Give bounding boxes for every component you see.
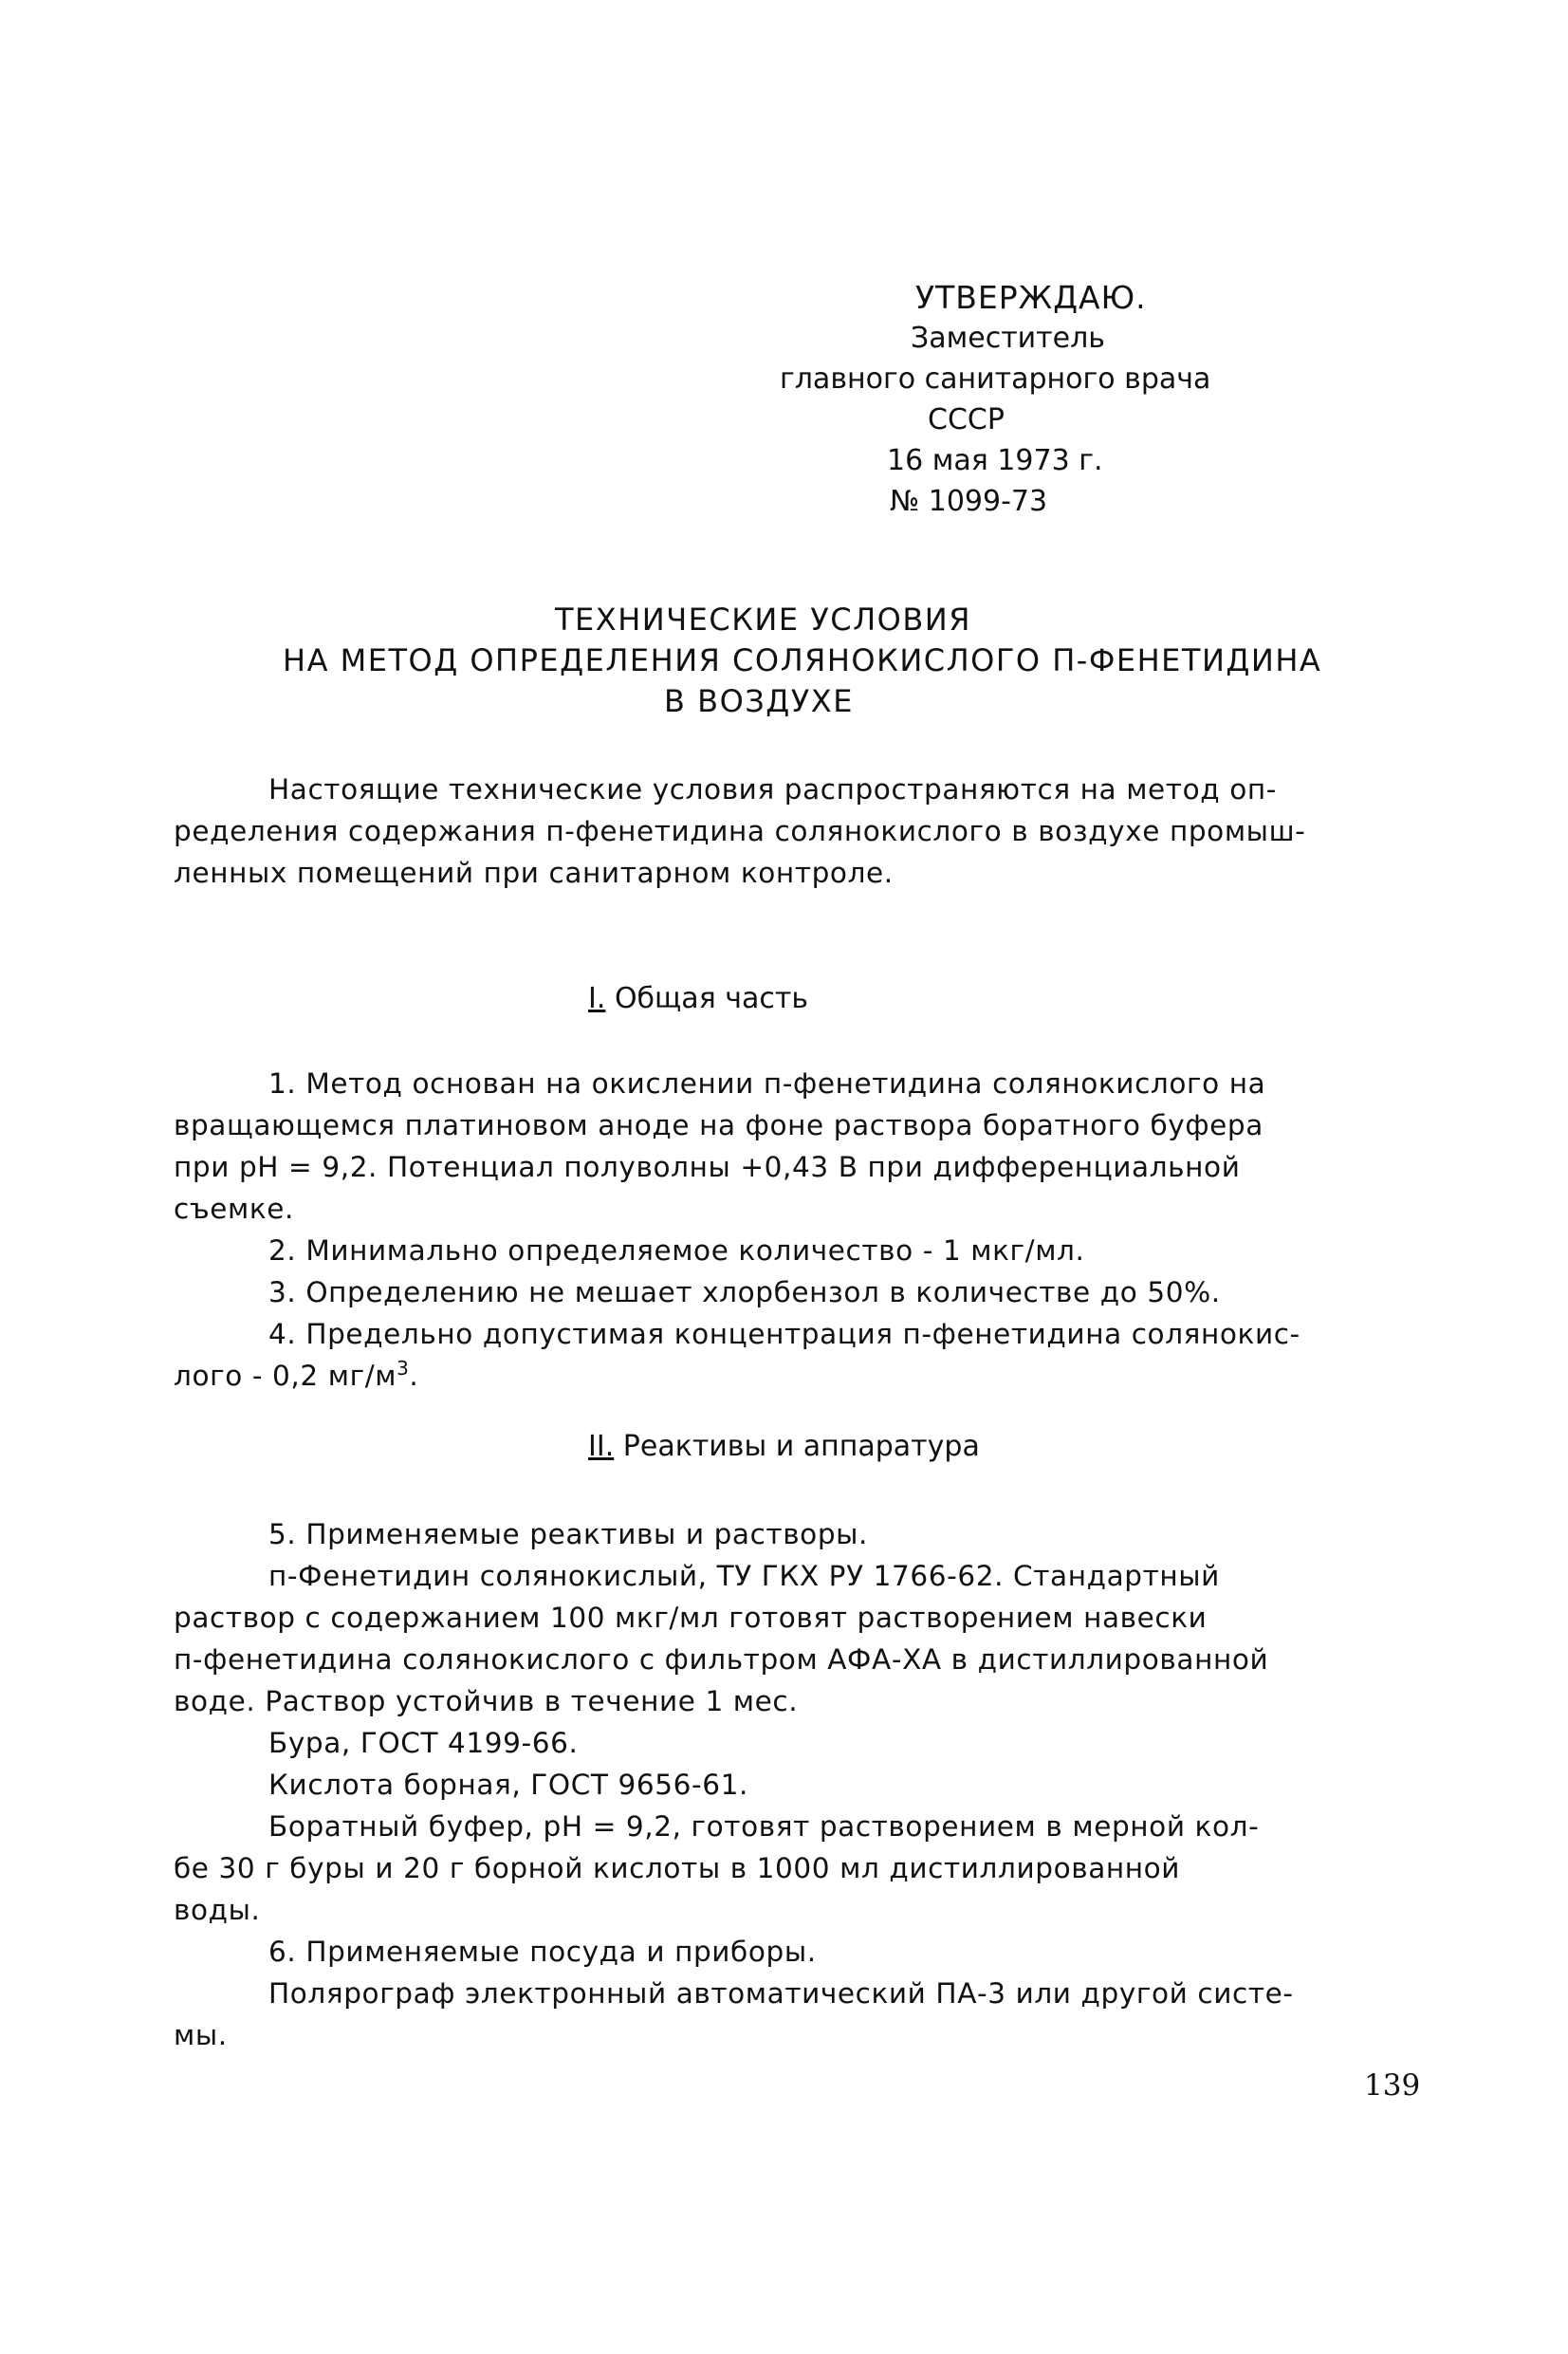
text-line: 4. Предельно допустимая концентрация п-фенетидина солянокис- [268, 1318, 1301, 1350]
approval-role: Заместитель [911, 322, 1105, 355]
text-line: 3. Определению не мешает хлорбензол в количестве до 50%. [268, 1276, 1221, 1308]
text-line [174, 1355, 1426, 1397]
text-line: воды. [174, 1894, 261, 1926]
text-line: ленных помещений при санитарном контроле. [174, 857, 894, 889]
approval-block [778, 277, 1309, 522]
section-2-numeral: II. [588, 1430, 615, 1463]
page-number: 139 [1364, 2068, 1421, 2103]
approval-country: СССР [928, 403, 1005, 436]
section-1-body [174, 1063, 1426, 1397]
approval-number: № 1099-73 [890, 485, 1048, 518]
text-line: 6. Применяемые посуда и приборы. [268, 1936, 817, 1968]
text-line: Настоящие технические условия распространяются на метод оп- [268, 773, 1277, 806]
text-line: вращающемся платиновом аноде на фоне раствора боратного буфера [174, 1109, 1264, 1141]
section-1-title: Общая часть [614, 982, 809, 1015]
p4-text: лого - 0,2 мг/м [174, 1360, 397, 1392]
text-line: воде. Раствор устойчив в течение 1 мес. [174, 1685, 799, 1717]
title-line-1: ТЕХНИЧЕСКИЕ УСЛОВИЯ [555, 602, 971, 638]
document-title [266, 600, 1328, 722]
section-2-body [174, 1513, 1426, 2056]
section-1-numeral: I. [588, 982, 606, 1015]
text-line: мы. [174, 2019, 228, 2051]
text-line: 2. Минимально определяемое количество - 1 мкг/мл. [268, 1234, 1085, 1267]
approval-date: 16 мая 1973 г. [887, 444, 1103, 477]
superscript: 3 [397, 1357, 410, 1381]
text-line: Боратный буфер, pH = 9,2, готовят растворением в мерной кол- [268, 1810, 1260, 1843]
title-line-2: НА МЕТОД ОПРЕДЕЛЕНИЯ СОЛЯНОКИСЛОГО П-ФЕНЕТИДИНА [283, 642, 1322, 678]
title-line-3: В ВОЗДУХЕ [664, 683, 854, 719]
approval-organization: главного санитарного врача [780, 362, 1211, 396]
section-1-heading [588, 982, 808, 1015]
text-line: п-фенетидина солянокислого с фильтром АФА-ХА в дистиллированной [174, 1643, 1269, 1676]
section-2-title: Реактивы и аппаратура [622, 1430, 980, 1463]
section-2-heading [588, 1430, 980, 1463]
p4-end: . [409, 1360, 419, 1392]
text-line: Кислота борная, ГОСТ 9656-61. [268, 1769, 748, 1801]
text-line: съемке. [174, 1193, 295, 1225]
text-line: п-Фенетидин солянокислый, ТУ ГКХ РУ 1766-62. Стандартный [268, 1560, 1220, 1592]
text-line: раствор с содержанием 100 мкг/мл готовят растворением навески [174, 1602, 1208, 1634]
text-line: ределения содержания п-фенетидина солянокислого в воздухе промыш- [174, 815, 1306, 847]
text-line: 5. Применяемые реактивы и растворы. [268, 1518, 869, 1550]
intro-paragraph [174, 769, 1426, 894]
text-line: 1. Метод основан на окислении п-фенетидина солянокислого на [268, 1067, 1266, 1100]
text-line: при pH = 9,2. Потенциал полуволны +0,43 В при дифференциальной [174, 1151, 1241, 1183]
text-line: Полярограф электронный автоматический ПА-3 или другой систе- [268, 1977, 1294, 2010]
text-line: бе 30 г буры и 20 г борной кислоты в 1000 мл дистиллированной [174, 1852, 1181, 1884]
approval-heading: УТВЕРЖДАЮ. [915, 279, 1147, 316]
text-line: Бура, ГОСТ 4199-66. [268, 1727, 579, 1759]
